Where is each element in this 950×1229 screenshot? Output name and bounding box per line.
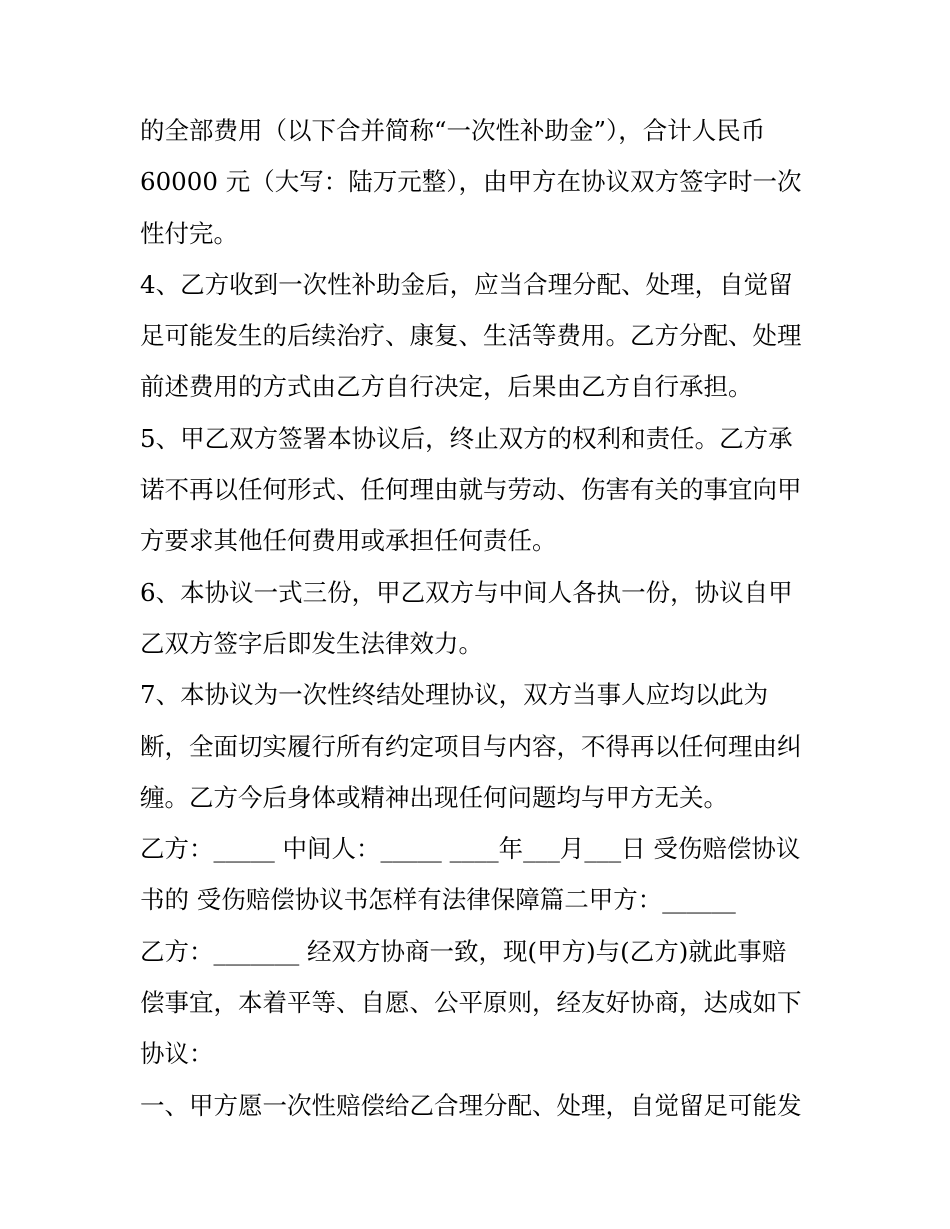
- text-line: 诺不再以任何形式、任何理由就与劳动、伤害有关的事宜向甲: [140, 475, 802, 505]
- text-line: 的全部费用（以下合并简称“一次性补助金”），合计人民币: [140, 116, 766, 145]
- text-line: 断，全面切实履行所有约定项目与内容，不得再以任何理由纠: [140, 731, 802, 761]
- text-line: 6、本协议一式三份，甲乙双方与中间人各执一份，协议自甲: [140, 577, 793, 607]
- text-line: 前述费用的方式由乙方自行决定，后果由乙方自行承担。: [140, 372, 753, 402]
- text-line: 偿事宜，本着平等、自愿、公平原则，经友好协商，达成如下: [140, 988, 802, 1018]
- document-body: [140, 105, 820, 1131]
- text-line: 7、本协议为一次性终结处理协议，双方当事人应均以此为: [140, 680, 769, 710]
- text-line: 乙方：_____ 中间人：_____ ____年___月___日 受伤赔偿协议: [140, 834, 801, 864]
- text-line: 缠。乙方今后身体或精神出现任何问题均与甲方无关。: [140, 782, 728, 812]
- text-line: 一、甲方愿一次性赔偿给乙合理分配、处理，自觉留足可能发: [140, 1090, 802, 1120]
- text-line: 性付完。: [140, 218, 238, 248]
- text-line: 4、乙方收到一次性补助金后，应当合理分配、处理，自觉留: [140, 269, 793, 299]
- text-line: 足可能发生的后续治疗、康复、生活等费用。乙方分配、处理: [140, 321, 802, 351]
- text-line: 方要求其他任何费用或承担任何责任。: [140, 526, 557, 556]
- text-line: 书的 受伤赔偿协议书怎样有法律保障篇二甲方：______: [140, 885, 736, 915]
- text-line: 协议：: [140, 1039, 214, 1069]
- text-line: 乙方：_______ 经双方协商一致，现(甲方)与(乙方)就此事赔: [140, 936, 787, 966]
- text-line: 60000 元（大写：陆万元整），由甲方在协议双方签字时一次: [140, 167, 802, 197]
- text-line: 乙双方签字后即发生法律效力。: [140, 628, 483, 658]
- text-line: 5、甲乙双方签署本协议后，终止双方的权利和责任。乙方承: [140, 423, 793, 453]
